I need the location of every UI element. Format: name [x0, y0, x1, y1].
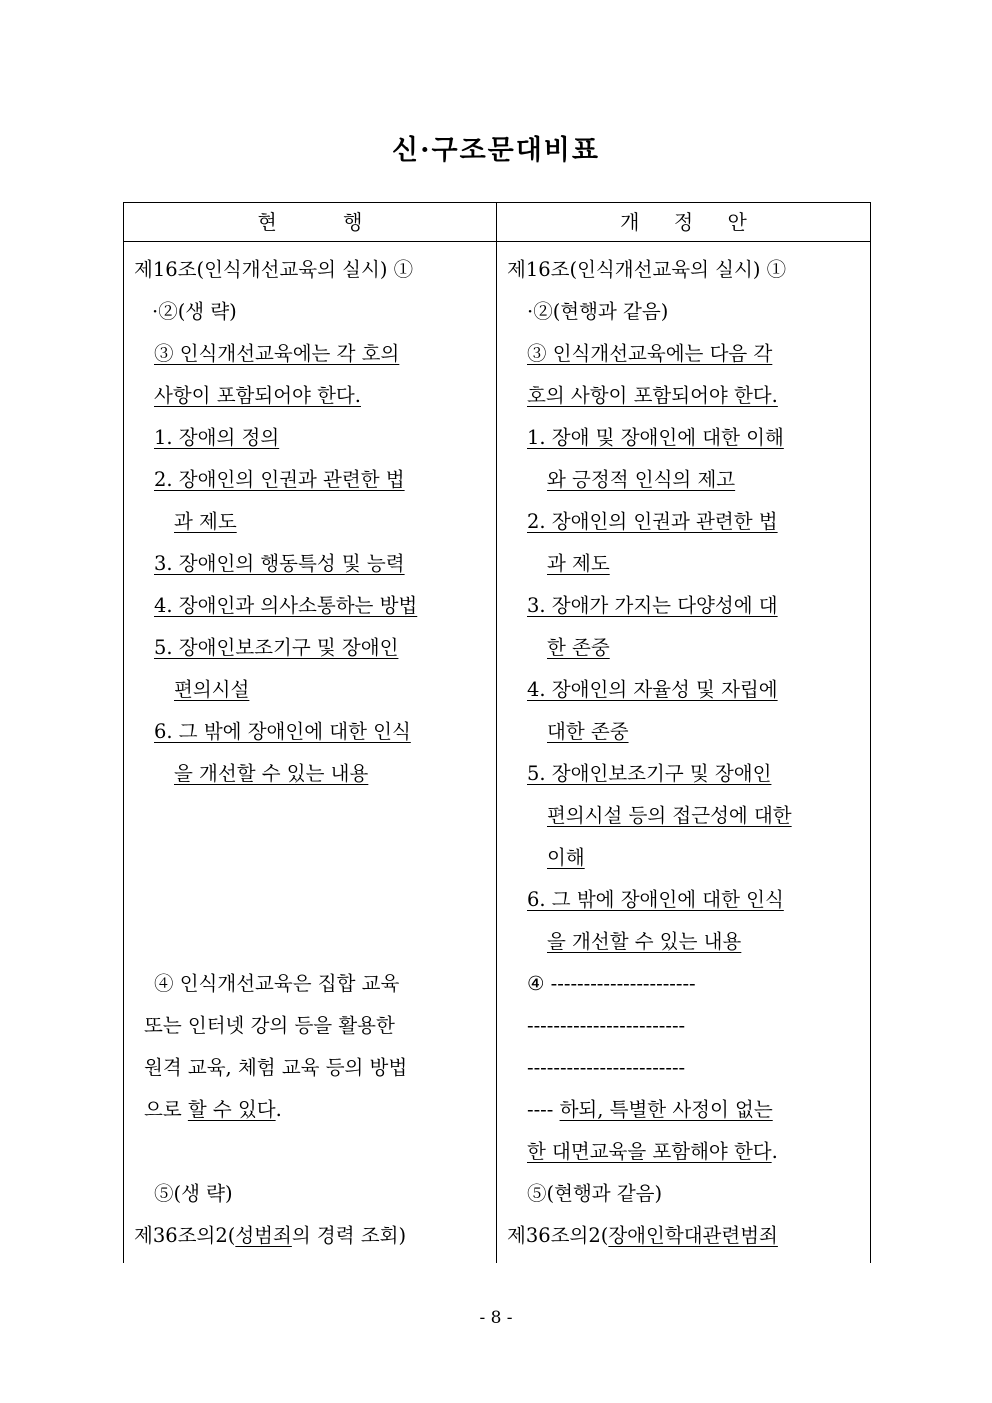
text-line: 5. 장애인보조기구 및 장애인	[154, 636, 399, 659]
text-line: 편의시설	[174, 678, 250, 701]
text-line: 와 긍정적 인식의 제고	[547, 468, 736, 491]
text-line: ⑤(생 략)	[154, 1182, 233, 1205]
text-line: 3. 장애인의 행동특성 및 능력	[154, 552, 405, 575]
text-line: 1. 장애 및 장애인에 대한 이해	[527, 426, 784, 449]
text-line: 1. 장애의 정의	[154, 426, 280, 449]
text-line: 대한 존중	[547, 720, 629, 743]
text-line: 을 개선할 수 있는 내용	[547, 930, 742, 953]
page-title: 신·구조문대비표	[392, 135, 600, 166]
text-line: 제16조(인식개선교육의 실시) ①	[507, 258, 787, 281]
comparison-table	[123, 202, 871, 1263]
text-line: ------------------------	[527, 1056, 686, 1079]
text-line: 호의 사항이 포함되어야 한다.	[527, 384, 778, 407]
text-line: ------------------------	[527, 1014, 686, 1037]
text-line: ④ ----------------------	[527, 972, 696, 995]
text-line: 제16조(인식개선교육의 실시) ①	[134, 258, 414, 281]
text-line: 이해	[547, 846, 585, 869]
text-line: 원격 교육, 체험 교육 등의 방법	[144, 1056, 408, 1079]
header-current: 현 행	[124, 203, 496, 242]
page-number: - 8 -	[479, 1308, 513, 1328]
text-line: 3. 장애가 가지는 다양성에 대	[527, 594, 778, 617]
header-revised: 개 정 안	[497, 203, 870, 242]
text-line: ·②(생 략)	[152, 300, 237, 323]
text-line: ⑤(현행과 같음)	[527, 1182, 663, 1205]
text-line: 제36조의2(성범죄의 경력 조회)	[134, 1224, 407, 1247]
text-line: 5. 장애인보조기구 및 장애인	[527, 762, 772, 785]
text-line: ③ 인식개선교육에는 각 호의	[154, 342, 400, 365]
text-line: 으로 할 수 있다.	[144, 1098, 282, 1121]
text-line: 편의시설 등의 접근성에 대한	[547, 804, 792, 827]
text-line: 사항이 포함되어야 한다.	[154, 384, 361, 407]
text-line: 과 제도	[174, 510, 237, 533]
text-line: 한 대면교육을 포함해야 한다.	[527, 1140, 778, 1163]
text-line: 6. 그 밖에 장애인에 대한 인식	[527, 888, 784, 911]
text-line: ④ 인식개선교육은 집합 교육	[154, 972, 400, 995]
text-line: 제36조의2(장애인학대관련범죄	[507, 1224, 778, 1247]
text-line: 과 제도	[547, 552, 610, 575]
text-line: ③ 인식개선교육에는 다음 각	[527, 342, 773, 365]
text-line: 6. 그 밖에 장애인에 대한 인식	[154, 720, 411, 743]
text-line: 4. 장애인과 의사소통하는 방법	[154, 594, 418, 617]
text-line: 한 존중	[547, 636, 610, 659]
text-line: 2. 장애인의 인권과 관련한 법	[527, 510, 778, 533]
text-line: ·②(현행과 같음)	[527, 300, 669, 323]
text-line: 4. 장애인의 자율성 및 자립에	[527, 678, 778, 701]
text-line: 2. 장애인의 인권과 관련한 법	[154, 468, 405, 491]
text-line: 또는 인터넷 강의 등을 활용한	[144, 1014, 395, 1037]
text-line: ---- 하되, 특별한 사정이 없는	[527, 1098, 773, 1121]
text-line: 을 개선할 수 있는 내용	[174, 762, 369, 785]
column-divider	[496, 203, 497, 1263]
